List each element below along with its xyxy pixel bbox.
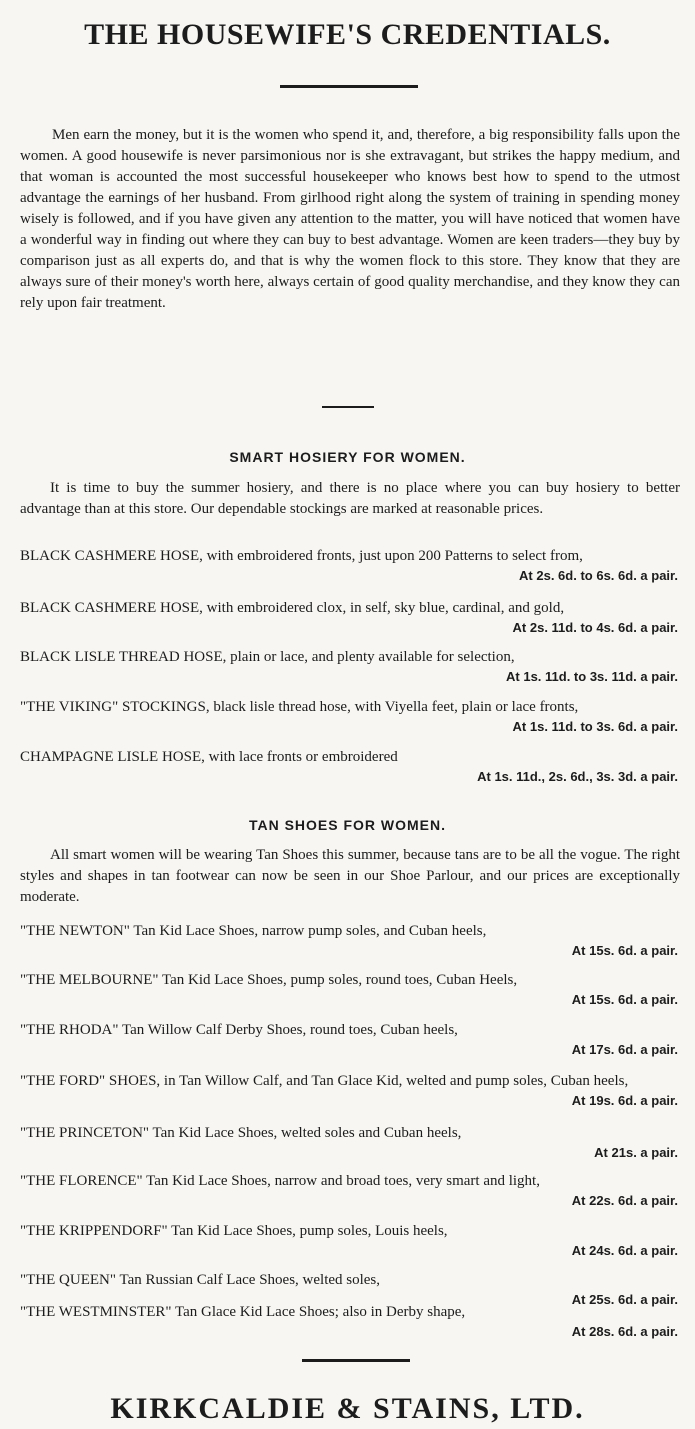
hosiery-intro: It is time to buy the summer hosiery, and there is no place where you can buy hosiery to better advantage than at this store. Our dependable stockings are marked at reasonable prices. — [20, 480, 680, 517]
item-description: "THE FLORENCE" Tan Kid Lace Shoes, narrow and broad toes, very smart and light, — [20, 1173, 540, 1189]
shoe-item — [20, 1020, 680, 1059]
page-title: THE HOUSEWIFE'S CREDENTIALS. — [84, 18, 611, 51]
item-price: At 15s. 6d. a pair. — [571, 943, 678, 958]
item-description: "THE MELBOURNE" Tan Kid Lace Shoes, pump soles, round toes, Cuban Heels, — [20, 972, 518, 988]
hosiery-heading: SMART HOSIERY FOR WOMEN. — [229, 449, 466, 465]
store-name: KIRKCALDIE & STAINS, LTD. — [110, 1392, 585, 1425]
item-price: At 22s. 6d. a pair. — [571, 1193, 678, 1208]
shoe-item — [20, 1302, 680, 1341]
item-price: At 2s. 11d. to 4s. 6d. a pair. — [512, 620, 678, 635]
item-description: CHAMPAGNE LISLE HOSE, with lace fronts or embroidered — [20, 749, 398, 765]
hosiery-item — [20, 546, 680, 585]
hosiery-item — [20, 747, 680, 786]
item-price: At 1s. 11d. to 3s. 11d. a pair. — [506, 669, 678, 684]
item-price: At 28s. 6d. a pair. — [571, 1324, 678, 1339]
shoe-item — [20, 1071, 680, 1110]
item-description: "THE VIKING" STOCKINGS, black lisle thread hose, with Viyella feet, plain or lace fronts, — [20, 699, 579, 715]
shoe-item — [20, 1221, 680, 1260]
item-price: At 25s. 6d. a pair. — [571, 1292, 678, 1307]
item-price: At 1s. 11d. to 3s. 6d. a pair. — [512, 719, 678, 734]
shoes-intro: All smart women will be wearing Tan Shoes this summer, because tans are to be all the vogue. The right styles and shapes in tan footwear can now be seen in our Shoe Parlour, and our prices are exceptionally moderate. — [20, 847, 680, 905]
item-description: BLACK CASHMERE HOSE, with embroidered clox, in self, sky blue, cardinal, and gold, — [20, 600, 565, 616]
divider-rule — [280, 85, 418, 88]
divider-rule — [302, 1359, 410, 1362]
shoe-item — [20, 921, 680, 960]
item-description: "THE WESTMINSTER" Tan Glace Kid Lace Shoes; also in Derby shape, — [20, 1304, 466, 1320]
item-price: At 21s. a pair. — [594, 1145, 678, 1160]
item-price: At 24s. 6d. a pair. — [571, 1243, 678, 1258]
item-description: "THE NEWTON" Tan Kid Lace Shoes, narrow pump soles, and Cuban heels, — [20, 923, 487, 939]
item-description: "THE FORD" SHOES, in Tan Willow Calf, and Tan Glace Kid, welted and pump soles, Cuban heels, — [20, 1073, 629, 1089]
item-description: "THE KRIPPENDORF" Tan Kid Lace Shoes, pump soles, Louis heels, — [20, 1223, 448, 1239]
shoe-item — [20, 970, 680, 1009]
item-description: "THE RHODA" Tan Willow Calf Derby Shoes, round toes, Cuban heels, — [20, 1022, 458, 1038]
shoe-item — [20, 1123, 680, 1162]
item-price: At 1s. 11d., 2s. 6d., 3s. 3d. a pair. — [477, 769, 678, 784]
item-price: At 17s. 6d. a pair. — [571, 1042, 678, 1057]
divider-rule — [322, 406, 374, 408]
shoe-item — [20, 1171, 680, 1210]
hosiery-item — [20, 598, 680, 637]
hosiery-item — [20, 697, 680, 736]
item-price: At 2s. 6d. to 6s. 6d. a pair. — [519, 568, 678, 583]
item-price: At 19s. 6d. a pair. — [571, 1093, 678, 1108]
item-price: At 15s. 6d. a pair. — [571, 992, 678, 1007]
item-description: "THE PRINCETON" Tan Kid Lace Shoes, welted soles and Cuban heels, — [20, 1125, 462, 1141]
hosiery-item — [20, 647, 680, 686]
shoes-heading: TAN SHOES FOR WOMEN. — [248, 817, 447, 833]
item-description: BLACK CASHMERE HOSE, with embroidered fronts, just upon 200 Patterns to select from, — [20, 548, 583, 564]
item-description: "THE QUEEN" Tan Russian Calf Lace Shoes, welted soles, — [20, 1272, 381, 1288]
item-description: BLACK LISLE THREAD HOSE, plain or lace, and plenty available for selection, — [20, 649, 515, 665]
intro-paragraph: Men earn the money, but it is the women who spend it, and, therefore, a big responsibility falls upon the women. A good housewife is never parsimonious nor is she extravagant, but strikes the happy medium, and that woman is accounted the most successful housekeeper who knows best how to spend to the utmost advantage the earnings of her husband. From girlhood right along the system of training in spending money wisely is followed, and if you have given any attention to the matter, you will have noticed that women have a wonderful way in finding out where they can buy to best advantage. Women are keen traders—they buy by comparison just as all experts do, and that is why the women flock to this store. They know that they are always sure of their money's worth here, always certain of good quality merchandise, and they know they can rely upon fair treatment. — [20, 127, 680, 311]
